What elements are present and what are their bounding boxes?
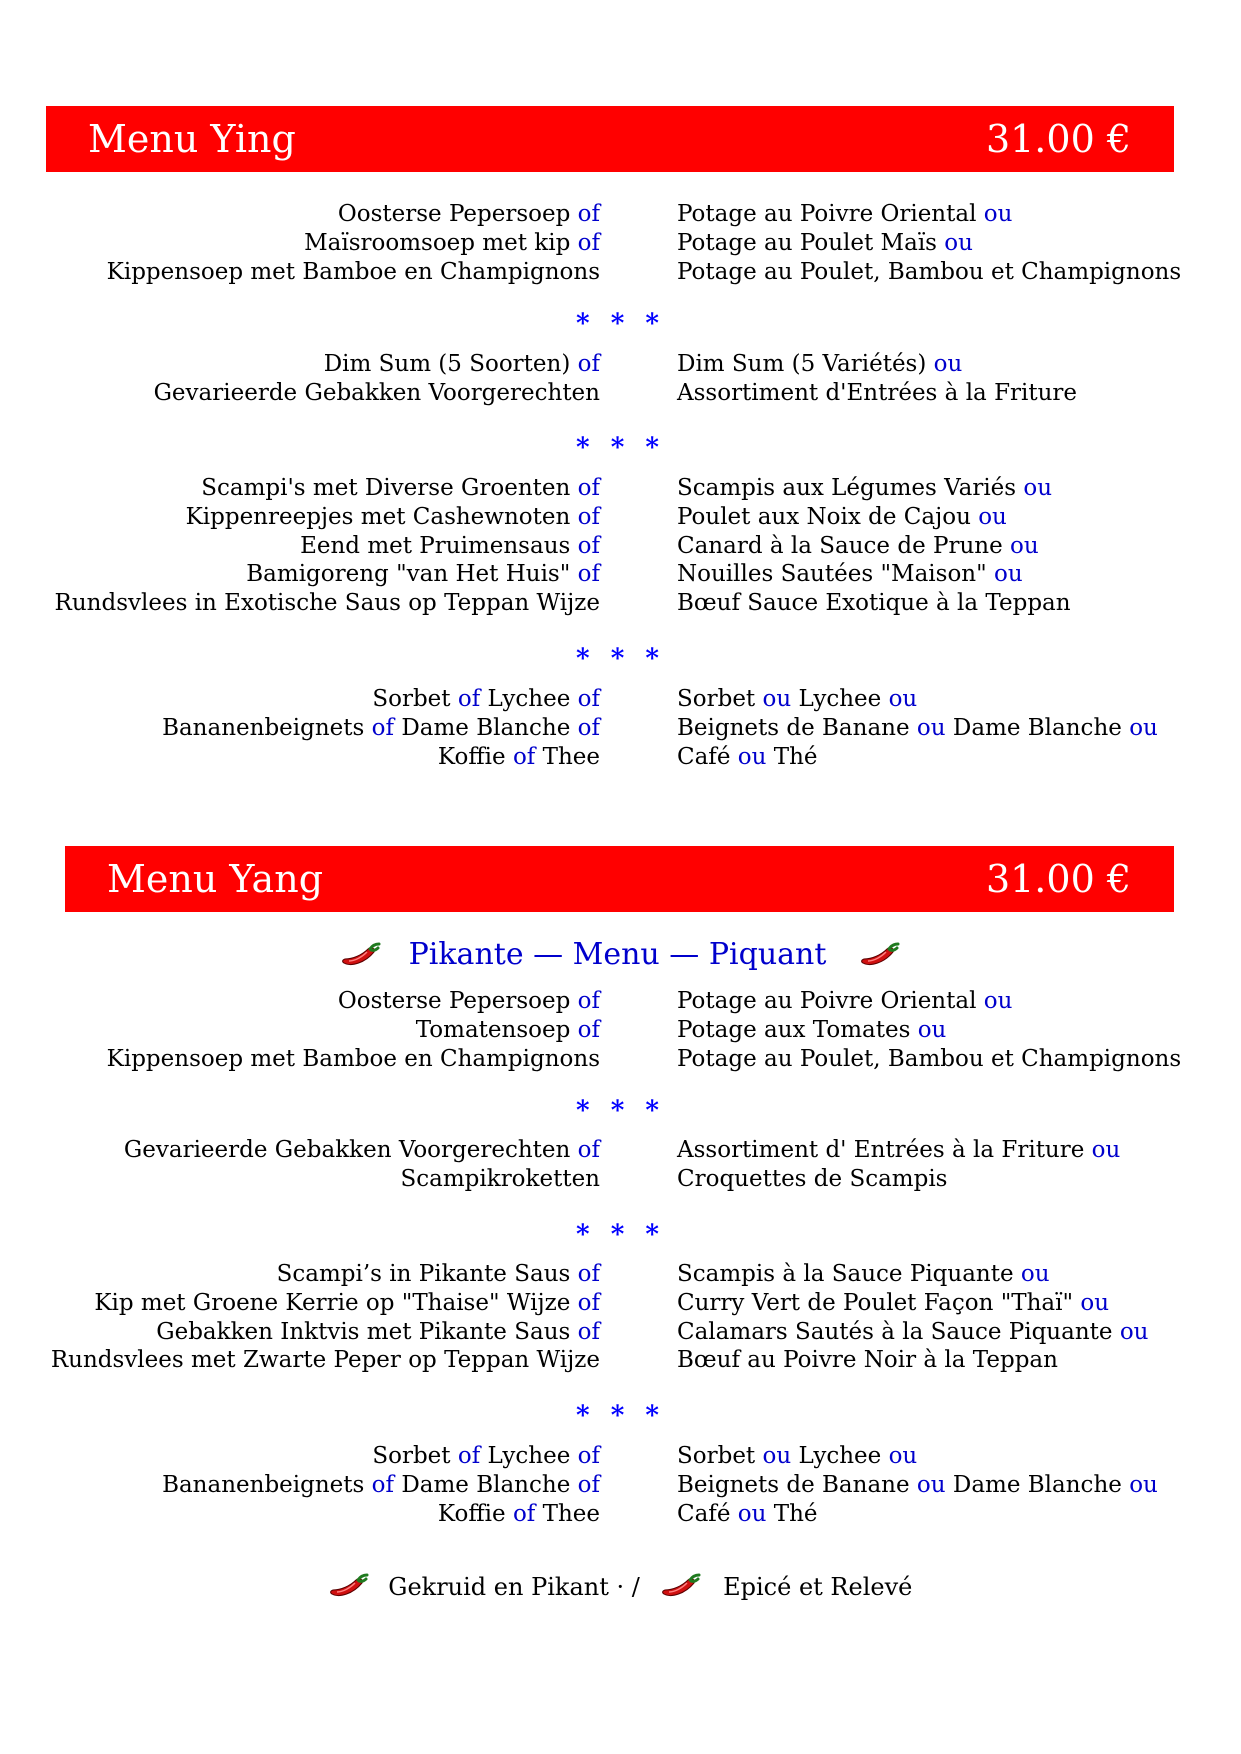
dish-text: Bananenbeignets <box>162 714 372 741</box>
conjunction: of <box>371 1471 395 1498</box>
dish-text: Rundsvlees met Zwarte Peper op Teppan Wijze <box>50 1347 600 1374</box>
legend-nl: Gekruid en Pikant · / <box>388 1573 640 1601</box>
course-fr <box>677 350 1077 408</box>
dish-line <box>107 200 600 229</box>
conjunction: of <box>577 1443 600 1469</box>
menu-yang-banner <box>65 846 1174 912</box>
conjunction: of <box>457 1443 481 1469</box>
dish-line <box>677 743 1158 772</box>
course-separator: * * * <box>576 1401 665 1431</box>
course-nl <box>51 1260 600 1375</box>
dish-text: Lychee <box>480 686 578 712</box>
dish-line <box>677 1442 1158 1471</box>
dish-text: Thee <box>535 1500 600 1527</box>
course-nl <box>124 1136 600 1194</box>
conjunction: of <box>577 988 600 1014</box>
dish-line <box>55 474 600 503</box>
dish-line <box>677 987 1181 1016</box>
dish-text: Scampikroketten <box>400 1165 600 1192</box>
dish-text: Bœuf au Poivre Noir à la Teppan <box>677 1347 1058 1374</box>
dish-line <box>677 685 1158 714</box>
dish-text: Potage au Poivre Oriental <box>677 988 984 1014</box>
conjunction: of <box>577 351 600 377</box>
dish-line <box>677 560 1071 589</box>
dish-line <box>677 1318 1148 1347</box>
course-separator: * * * <box>576 1220 665 1250</box>
conjunction: ou <box>916 714 946 741</box>
dish-text: Bananenbeignets <box>162 1471 372 1498</box>
conjunction: of <box>577 714 600 741</box>
dish-line <box>677 229 1181 258</box>
dish-line <box>677 1500 1158 1529</box>
dish-text: Poulet aux Noix de Cajou <box>677 503 979 530</box>
dish-text: Lychee <box>791 686 889 712</box>
dish-line <box>677 503 1071 532</box>
dish-line <box>677 589 1071 618</box>
dish-text: Kippensoep met Bamboe en Champignons <box>106 258 600 285</box>
menu-title: Menu Ying <box>88 117 296 161</box>
dish-line <box>677 350 1077 379</box>
conjunction: ou <box>983 988 1013 1014</box>
dish-text: Calamars Sautés à la Sauce Piquante <box>677 1318 1120 1345</box>
conjunction: ou <box>978 503 1007 530</box>
dish-line <box>154 350 600 379</box>
dish-line <box>162 1500 600 1529</box>
dish-line <box>677 1289 1148 1318</box>
dish-text: Café <box>677 1500 738 1527</box>
dish-text: Nouilles Sautées "Maison" <box>677 561 994 588</box>
conjunction: ou <box>1091 1137 1121 1163</box>
dish-line <box>162 743 600 772</box>
menu-ying-banner <box>46 106 1174 172</box>
dish-text: Beignets de Banane <box>677 714 917 741</box>
chili-pepper-icon <box>661 1572 701 1600</box>
dish-text: Bamigoreng "van Het Huis" <box>246 561 578 588</box>
dish-text: Dame Blanche <box>945 1471 1130 1498</box>
dish-line <box>677 714 1158 743</box>
dish-line <box>677 1136 1120 1165</box>
dish-text: Rundsvlees in Exotische Saus op Teppan Wijze <box>54 590 600 617</box>
dish-text: Gevarieerde Gebakken Voorgerechten <box>123 1137 578 1163</box>
dish-line <box>677 474 1071 503</box>
dish-line <box>124 1136 600 1165</box>
conjunction: of <box>577 503 600 530</box>
course-nl <box>162 685 600 771</box>
course-fr <box>677 474 1071 618</box>
dish-line <box>51 1318 600 1347</box>
conjunction: of <box>577 475 600 501</box>
course-nl <box>162 1442 600 1528</box>
dish-text: Oosterse Pepersoep <box>337 201 578 227</box>
dish-text: Scampi's met Diverse Groenten <box>201 475 578 501</box>
dish-line <box>51 1346 600 1375</box>
course-separator: * * * <box>576 644 665 674</box>
conjunction: of <box>577 201 600 227</box>
chili-pepper-icon <box>341 941 381 969</box>
course-separator: * * * <box>576 1096 665 1126</box>
dish-text: Koffie <box>437 743 513 770</box>
conjunction: of <box>577 561 600 588</box>
conjunction: ou <box>916 1471 946 1498</box>
dish-text: Beignets de Banane <box>677 1471 917 1498</box>
conjunction: of <box>512 1500 536 1527</box>
chili-pepper-icon <box>860 941 900 969</box>
course-fr <box>677 1136 1120 1194</box>
dish-text: Dim Sum (5 Variétés) <box>677 351 934 377</box>
spicy-menu-subtitle <box>0 937 1241 973</box>
dish-text: Sorbet <box>372 1443 458 1469</box>
dish-text: Gebakken Inktvis met Pikante Saus <box>156 1318 578 1345</box>
dish-line <box>107 987 600 1016</box>
conjunction: ou <box>1129 714 1158 741</box>
dish-text: Canard à la Sauce de Prune <box>677 532 1011 559</box>
conjunction: ou <box>1020 1261 1050 1287</box>
dish-text: Koffie <box>437 1500 513 1527</box>
dish-line <box>162 1471 600 1500</box>
dish-text: Kippenreepjes met Cashewnoten <box>185 503 578 530</box>
conjunction: of <box>577 1261 600 1287</box>
dish-line <box>677 258 1181 287</box>
legend-fr: Epicé et Relevé <box>723 1573 913 1601</box>
dish-line <box>51 1289 600 1318</box>
menu-price: 31.00 € <box>985 117 1131 161</box>
dish-text: Dame Blanche <box>394 714 578 741</box>
dish-text: Thé <box>766 1500 818 1527</box>
dish-text: Café <box>677 743 738 770</box>
conjunction: ou <box>762 1443 792 1469</box>
conjunction: of <box>577 1471 600 1498</box>
dish-text: Thee <box>535 743 600 770</box>
conjunction: ou <box>737 743 767 770</box>
dish-text: Oosterse Pepersoep <box>337 988 578 1014</box>
conjunction: ou <box>1080 1289 1110 1316</box>
dish-text: Sorbet <box>677 1443 763 1469</box>
dish-line <box>162 1442 600 1471</box>
dish-line <box>55 589 600 618</box>
dish-line <box>162 714 600 743</box>
course-fr <box>677 1442 1158 1528</box>
course-separator: * * * <box>576 433 665 463</box>
chili-pepper-icon <box>329 1572 369 1600</box>
dish-line <box>162 685 600 714</box>
conjunction: of <box>371 714 395 741</box>
dish-text: Dim Sum (5 Soorten) <box>323 351 578 377</box>
dish-line <box>677 200 1181 229</box>
course-fr <box>677 200 1181 286</box>
conjunction: ou <box>983 201 1013 227</box>
course-nl <box>107 200 600 286</box>
dish-line <box>677 532 1071 561</box>
dish-text: Kippensoep met Bamboe en Champignons <box>106 1045 600 1072</box>
menu-title: Menu Yang <box>107 857 324 901</box>
dish-line <box>677 1346 1148 1375</box>
conjunction: of <box>577 532 600 559</box>
conjunction: ou <box>888 686 918 712</box>
course-separator: * * * <box>576 309 665 339</box>
conjunction: of <box>577 686 600 712</box>
dish-line <box>677 1045 1181 1074</box>
dish-text: Potage au Poulet, Bambou et Champignons <box>677 1045 1182 1072</box>
conjunction: ou <box>994 561 1023 588</box>
course-fr <box>677 1260 1148 1375</box>
conjunction: of <box>577 1318 600 1345</box>
dish-text: Maïsroomsoep met kip <box>304 229 578 256</box>
dish-text: Bœuf Sauce Exotique à la Teppan <box>677 590 1071 617</box>
conjunction: ou <box>762 686 792 712</box>
conjunction: ou <box>737 1500 767 1527</box>
dish-line <box>124 1165 600 1194</box>
dish-line <box>154 379 600 408</box>
dish-text: Thé <box>766 743 818 770</box>
dish-text: Potage au Poulet Maïs <box>677 229 945 256</box>
conjunction: ou <box>888 1443 918 1469</box>
conjunction: of <box>577 1137 600 1163</box>
dish-text: Assortiment d' Entrées à la Friture <box>677 1137 1092 1163</box>
dish-line <box>107 258 600 287</box>
dish-line <box>677 1016 1181 1045</box>
conjunction: of <box>577 1016 600 1043</box>
conjunction: of <box>577 1289 600 1316</box>
conjunction: of <box>577 229 600 256</box>
dish-text: Gevarieerde Gebakken Voorgerechten <box>153 379 600 406</box>
dish-text: Eend met Pruimensaus <box>300 532 578 559</box>
dish-text: Lychee <box>480 1443 578 1469</box>
dish-line <box>677 1165 1120 1194</box>
conjunction: ou <box>1119 1318 1149 1345</box>
dish-text: Scampis aux Légumes Variés <box>677 475 1024 501</box>
dish-text: Scampi’s in Pikante Saus <box>276 1261 578 1287</box>
conjunction: ou <box>1010 532 1039 559</box>
dish-text: Sorbet <box>372 686 458 712</box>
dish-text: Sorbet <box>677 686 763 712</box>
course-nl <box>107 987 600 1073</box>
dish-text: Assortiment d'Entrées à la Friture <box>677 379 1078 406</box>
dish-line <box>55 503 600 532</box>
dish-text: Potage au Poivre Oriental <box>677 201 984 227</box>
course-fr <box>677 987 1181 1073</box>
dish-text: Tomatensoep <box>415 1016 578 1043</box>
course-nl <box>55 474 600 618</box>
dish-line <box>677 1260 1148 1289</box>
dish-text: Croquettes de Scampis <box>677 1165 948 1192</box>
conjunction: ou <box>944 229 973 256</box>
dish-text: Dame Blanche <box>945 714 1130 741</box>
menu-price: 31.00 € <box>985 857 1131 901</box>
dish-text: Curry Vert de Poulet Façon "Thaï" <box>677 1289 1081 1316</box>
dish-line <box>677 379 1077 408</box>
dish-text: Lychee <box>791 1443 889 1469</box>
dish-line <box>677 1471 1158 1500</box>
dish-text: Potage aux Tomates <box>677 1016 918 1043</box>
dish-text: Potage au Poulet, Bambou et Champignons <box>677 258 1182 285</box>
dish-line <box>107 229 600 258</box>
spicy-legend <box>0 1571 1241 1603</box>
course-nl <box>154 350 600 408</box>
conjunction: ou <box>1129 1471 1158 1498</box>
dish-text: Dame Blanche <box>394 1471 578 1498</box>
conjunction: ou <box>933 351 963 377</box>
conjunction: of <box>512 743 536 770</box>
conjunction: ou <box>1023 475 1053 501</box>
dish-line <box>107 1045 600 1074</box>
dish-line <box>51 1260 600 1289</box>
dish-text: Scampis à la Sauce Piquante <box>677 1261 1021 1287</box>
subtitle-text: Pikante — Menu — Piquant <box>408 937 827 972</box>
course-fr <box>677 685 1158 771</box>
conjunction: ou <box>917 1016 947 1043</box>
dish-line <box>55 560 600 589</box>
dish-line <box>107 1016 600 1045</box>
dish-text: Kip met Groene Kerrie op "Thaise" Wijze <box>94 1289 578 1316</box>
dish-line <box>55 532 600 561</box>
conjunction: of <box>457 686 481 712</box>
